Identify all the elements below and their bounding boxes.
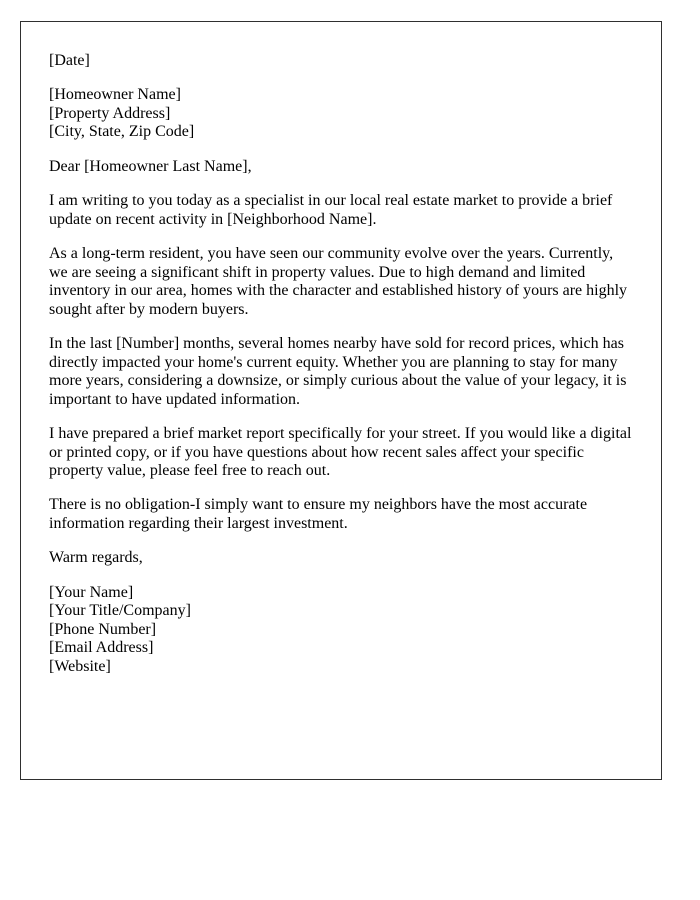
closing: Warm regards, [49, 549, 143, 567]
paragraph-intro: I am writing to you today as a specialist in our local real estate market to provide a brief update on recent activity in [Neighborhood Name]. [49, 192, 613, 228]
paragraph-no-obligation: There is no obligation-I simply want to ensure my neighbors have the most accurate information regarding their largest investment. [49, 496, 588, 532]
recipient-name-line: [Homeowner Name] [49, 86, 181, 104]
paragraph-market-shift: As a long-term resident, you have seen our community evolve over the years. Currently, we are seeing a significant shift in property values. Due to high demand and limited inventory in our area, homes with the character and established history of yours are highly sought after by modern buyers. [49, 245, 628, 318]
paragraph-market-report-offer: I have prepared a brief market report specifically for your street. If you would like a digital or printed copy, or if you have questions about how recent sales affect your specific property value, please feel free to reach out. [49, 425, 632, 479]
recipient-street-line: [Property Address] [49, 104, 171, 122]
date-placeholder: [Date] [49, 52, 90, 69]
signature-email-line: [Email Address] [49, 639, 154, 657]
recipient-address-block [49, 86, 633, 141]
signature-title-line: [Your Title/Company] [49, 602, 191, 620]
signature-website-line: [Website] [49, 657, 111, 675]
recipient-city-line: [City, State, Zip Code] [49, 123, 195, 141]
signature-name-line: [Your Name] [49, 583, 134, 601]
letter-document [20, 21, 662, 780]
signature-phone-line: [Phone Number] [49, 620, 157, 638]
paragraph-recent-sales: In the last [Number] months, several homes nearby have sold for record prices, which has directly impacted your home's current equity. Whether you are planning to stay for many more years, considering a downsize, or simply curious about the value of your legacy, it is important to have updated information. [49, 335, 627, 408]
salutation: Dear [Homeowner Last Name], [49, 157, 252, 175]
signature-block [49, 584, 633, 676]
